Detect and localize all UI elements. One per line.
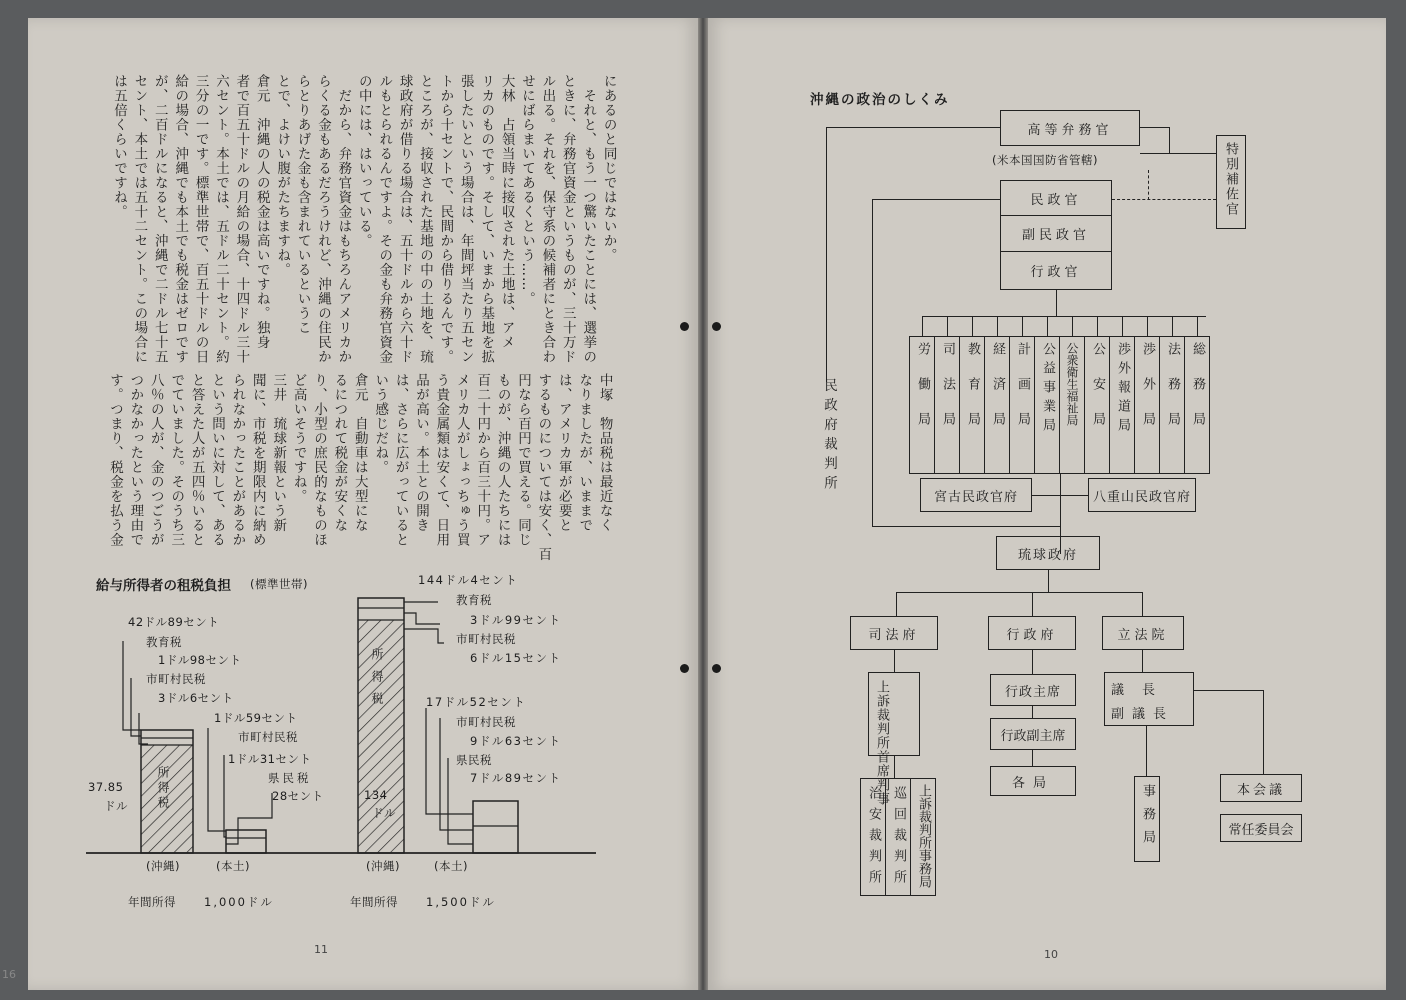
civil-court-label: 民政府裁判所 <box>821 378 837 495</box>
text-column: 聞に、市税を期限内に納め <box>249 373 266 547</box>
text-column: なりましたが、いままで <box>576 373 593 533</box>
page-number-right: 10 <box>1044 948 1058 961</box>
administrative-officer-box: 行政官 <box>1000 251 1112 290</box>
text-column: だから、弁務官資金はもちろんアメリカか <box>335 74 352 364</box>
appeals-office-label: 上訴裁判所事務局 <box>916 784 931 888</box>
g2-income-value: 1,500ドル <box>426 895 496 909</box>
yaeyama-box: 八重山民政官府 <box>1088 478 1196 512</box>
standing-committee-box: 常任委員会 <box>1220 814 1302 842</box>
text-column: でていました。そのうち三 <box>168 373 185 547</box>
g2-income-tax-unit: ドル <box>372 806 396 820</box>
text-column: 倉元 沖縄の人の税金は高いですね。独身 <box>253 74 270 350</box>
text-column: 給の場合、沖縄でも本土でも税金はゼロです <box>172 74 189 364</box>
g1-okinawa-item1-value: 1ドル98セント <box>158 653 242 667</box>
text-column: ど高いそうですね。 <box>290 373 307 504</box>
g2-mainland-item2-value: 7ドル89セント <box>470 771 562 785</box>
g2-okinawa-total: 144ドル4セント <box>418 573 519 587</box>
high-commissioner-box: 高等弁務官 <box>1000 110 1140 146</box>
department-label: 司法局 <box>940 342 955 447</box>
g1-okinawa-item2-value: 3ドル6セント <box>158 691 234 705</box>
g1-okinawa-item2-name: 市町村民税 <box>146 672 206 686</box>
speaker-label: 議長 <box>1111 683 1174 698</box>
text-column: は、さらに広がっていると <box>392 373 409 547</box>
left-page <box>2 18 698 990</box>
bar-mainland-1000 <box>226 830 266 853</box>
miyako-box: 宮古民政官府 <box>920 478 1032 512</box>
text-column: 百二十円から百三十円。ア <box>474 373 491 547</box>
text-column: 品が高い。本土との開き <box>412 373 429 533</box>
g2-income-tax-value: 134 <box>364 788 388 802</box>
g2-income-label: 年間所得 <box>350 895 398 909</box>
g1-income-value: 1,000ドル <box>204 895 274 909</box>
corner-mark: 16 <box>2 968 16 981</box>
bureaus-box: 各局 <box>990 766 1076 796</box>
ryukyu-government-box: 琉球政府 <box>996 536 1100 570</box>
text-column: 中塚 物品税は最近なく <box>596 373 613 533</box>
text-column: という問いに対して、ある <box>208 373 225 547</box>
g2-okinawa-item1-value: 3ドル99セント <box>470 613 562 627</box>
staple-hole <box>712 664 721 673</box>
text-column: 六セント。本土では、五ドル二十セント。約 <box>212 74 229 364</box>
appeals-court-label: 上訴裁判所首席判事 <box>874 680 889 806</box>
department-label: 渉外局 <box>1140 342 1155 447</box>
g1-okinawa-item1-name: 教育税 <box>146 635 182 649</box>
text-column: ものが、沖縄の人たちには <box>494 373 511 547</box>
special-aide-label: 特別補佐官 <box>1223 142 1238 217</box>
text-column: るにつれて税金が安くな <box>331 373 348 533</box>
text-column: にあるのと同じではないか。 <box>600 74 617 263</box>
g1-income-tax-label: 所得税 <box>156 766 170 811</box>
speaker-box <box>1104 672 1194 726</box>
department-label: 経済局 <box>990 342 1005 447</box>
high-commissioner-note: (米本国国防省管轄) <box>992 153 1098 167</box>
text-column: セント、本土では五十二セント。この場合に <box>131 74 148 364</box>
text-column: と答えた人が五四％いると <box>188 373 205 547</box>
text-column: するものについては安く、百 <box>535 373 552 562</box>
text-column: ル出る。それを、保守系の候補者にとき合わ <box>539 74 556 364</box>
g1-okinawa-label: (沖縄) <box>146 859 180 873</box>
circuit-courts-label: 巡回裁判所 <box>891 786 906 891</box>
text-column: は五倍くらいですね。 <box>110 74 127 219</box>
book-gutter <box>698 18 708 990</box>
department-label: 労働局 <box>915 342 930 447</box>
department-label: 公安局 <box>1090 342 1105 447</box>
department-label: 法務局 <box>1165 342 1180 447</box>
g2-okinawa-item2-name: 市町村民税 <box>456 632 516 646</box>
chart-title: 給与所得者の租税負担 <box>96 578 231 594</box>
text-column: 球政府が借りる場合は、五十ドルから六十ド <box>396 74 413 364</box>
department-label: 計画局 <box>1015 342 1030 447</box>
text-column: せにばらまいてあるくという……。 <box>518 74 535 306</box>
text-column: す。つまり、税金を払う金 <box>106 373 123 547</box>
staple-hole <box>680 664 689 673</box>
g2-okinawa-item1-name: 教育税 <box>456 593 492 607</box>
text-column: メリカ人がしょっちゅう買 <box>453 373 470 547</box>
g1-mainland-item1-name: 市町村民税 <box>238 730 298 744</box>
text-column: 三分の一です。標準世帯で、百五十ドルの日 <box>192 74 209 364</box>
text-column: の中には、はいっている。 <box>355 74 372 248</box>
chart-svg <box>28 18 698 990</box>
g1-mainland-item2-value: 28セント <box>272 789 324 803</box>
chief-executive-box: 行政主席 <box>990 674 1076 706</box>
g1-mainland-total: 1ドル59セント <box>214 711 298 725</box>
g2-mainland-item2-name: 県民税 <box>456 753 492 767</box>
g2-mainland-item1-value: 9ドル63セント <box>470 734 562 748</box>
g1-mainland-item1-value: 1ドル31セント <box>228 752 312 766</box>
deputy-civil-administrator-box: 副民政官 <box>1000 215 1112 252</box>
text-column: リカのものです。そして、いまから基地を拡 <box>478 74 495 364</box>
chart-subtitle: (標準世帯) <box>250 577 308 591</box>
text-column: らくる金もあるだろうけれど、沖縄の住民か <box>314 74 331 364</box>
secretariat-label: 事務局 <box>1140 784 1155 853</box>
text-column: 者で百五十ドルの月給の場合、十四ドル三十 <box>233 74 250 364</box>
text-column: 倉元 自動車は大型にな <box>351 373 368 533</box>
vice-speaker-label: 副議長 <box>1111 707 1175 722</box>
civil-administrator-box: 民政官 <box>1000 180 1112 216</box>
judicial-box: 司法府 <box>850 616 938 650</box>
text-column: られなかったことがあるか <box>229 373 246 547</box>
org-chart-title: 沖縄の政治のしくみ <box>810 92 950 108</box>
text-column: う貴金属類は安くて、日用 <box>433 373 450 547</box>
text-column: 張したいという場合は、年間坪当たり五セン <box>457 74 474 364</box>
text-column: ルもとられるんですよ。その金も弁務官資金 <box>376 74 393 364</box>
g1-income-tax-value: 37.85 <box>88 780 124 794</box>
g1-mainland-item2-name: 県民税 <box>268 771 312 785</box>
g2-okinawa-item2-value: 6ドル15セント <box>470 651 562 665</box>
text-column: が、二百ドルになると、沖縄で二ドル七十五 <box>151 74 168 364</box>
staple-hole <box>712 322 721 331</box>
department-label: 公益事業局 <box>1040 342 1055 437</box>
department-label: 渉外報道局 <box>1115 342 1130 437</box>
g2-mainland-item1-name: 市町村民税 <box>456 715 516 729</box>
g2-mainland-label: (本土) <box>434 859 468 873</box>
text-column: 大林 占領当時に接収された土地は、アメ <box>498 74 515 350</box>
text-column: それと、もう一つ驚いたことには、選挙の <box>580 74 597 364</box>
department-label: 教育局 <box>965 342 980 447</box>
text-column: トから十セントで、民間から借りるんです。 <box>437 74 454 364</box>
right-page <box>708 18 1386 990</box>
text-column: 円なら百円で買える。同じ <box>514 373 531 547</box>
page-number-left: 11 <box>314 943 328 956</box>
security-courts-label: 治安裁判所 <box>866 786 881 891</box>
bar-mainland-1500 <box>473 801 518 853</box>
text-column: り、小型の庶民的なものほ <box>310 373 327 547</box>
g2-mainland-total: 17ドル52セント <box>426 695 527 709</box>
department-label: 総務局 <box>1190 342 1205 447</box>
legislative-box: 立法院 <box>1102 616 1184 650</box>
text-column: つかなかったという理由で <box>127 373 144 547</box>
staple-hole <box>680 322 689 331</box>
plenary-box: 本会議 <box>1220 774 1302 802</box>
text-column: 八％の人が、金のつごうが <box>147 373 164 547</box>
text-column: ときに、弁務官資金というものが、三十万ド <box>559 74 576 364</box>
text-column: 三井 琉球新報という新 <box>270 373 287 533</box>
department-label: 公衆衛生福祉局 <box>1065 342 1079 426</box>
g1-income-tax-unit: ドル <box>104 799 128 813</box>
deputy-chief-executive-box: 行政副主席 <box>990 718 1076 750</box>
g1-mainland-label: (本土) <box>216 859 250 873</box>
text-column: とで、よけい腹がたちますね。 <box>274 74 291 277</box>
g2-okinawa-label: (沖縄) <box>366 859 400 873</box>
text-column: いう感じだね。 <box>372 373 389 475</box>
g1-income-label: 年間所得 <box>128 895 176 909</box>
g1-okinawa-total: 42ドル89セント <box>128 615 220 629</box>
text-column: らとりあげた金も含まれているというこ <box>294 74 311 335</box>
text-column: は、アメリカ軍が必要と <box>555 373 572 533</box>
g2-income-tax-label: 所得税 <box>370 648 384 714</box>
text-column: ところが、接収された基地の中の土地を、琉 <box>416 74 433 364</box>
executive-box: 行政府 <box>988 616 1076 650</box>
